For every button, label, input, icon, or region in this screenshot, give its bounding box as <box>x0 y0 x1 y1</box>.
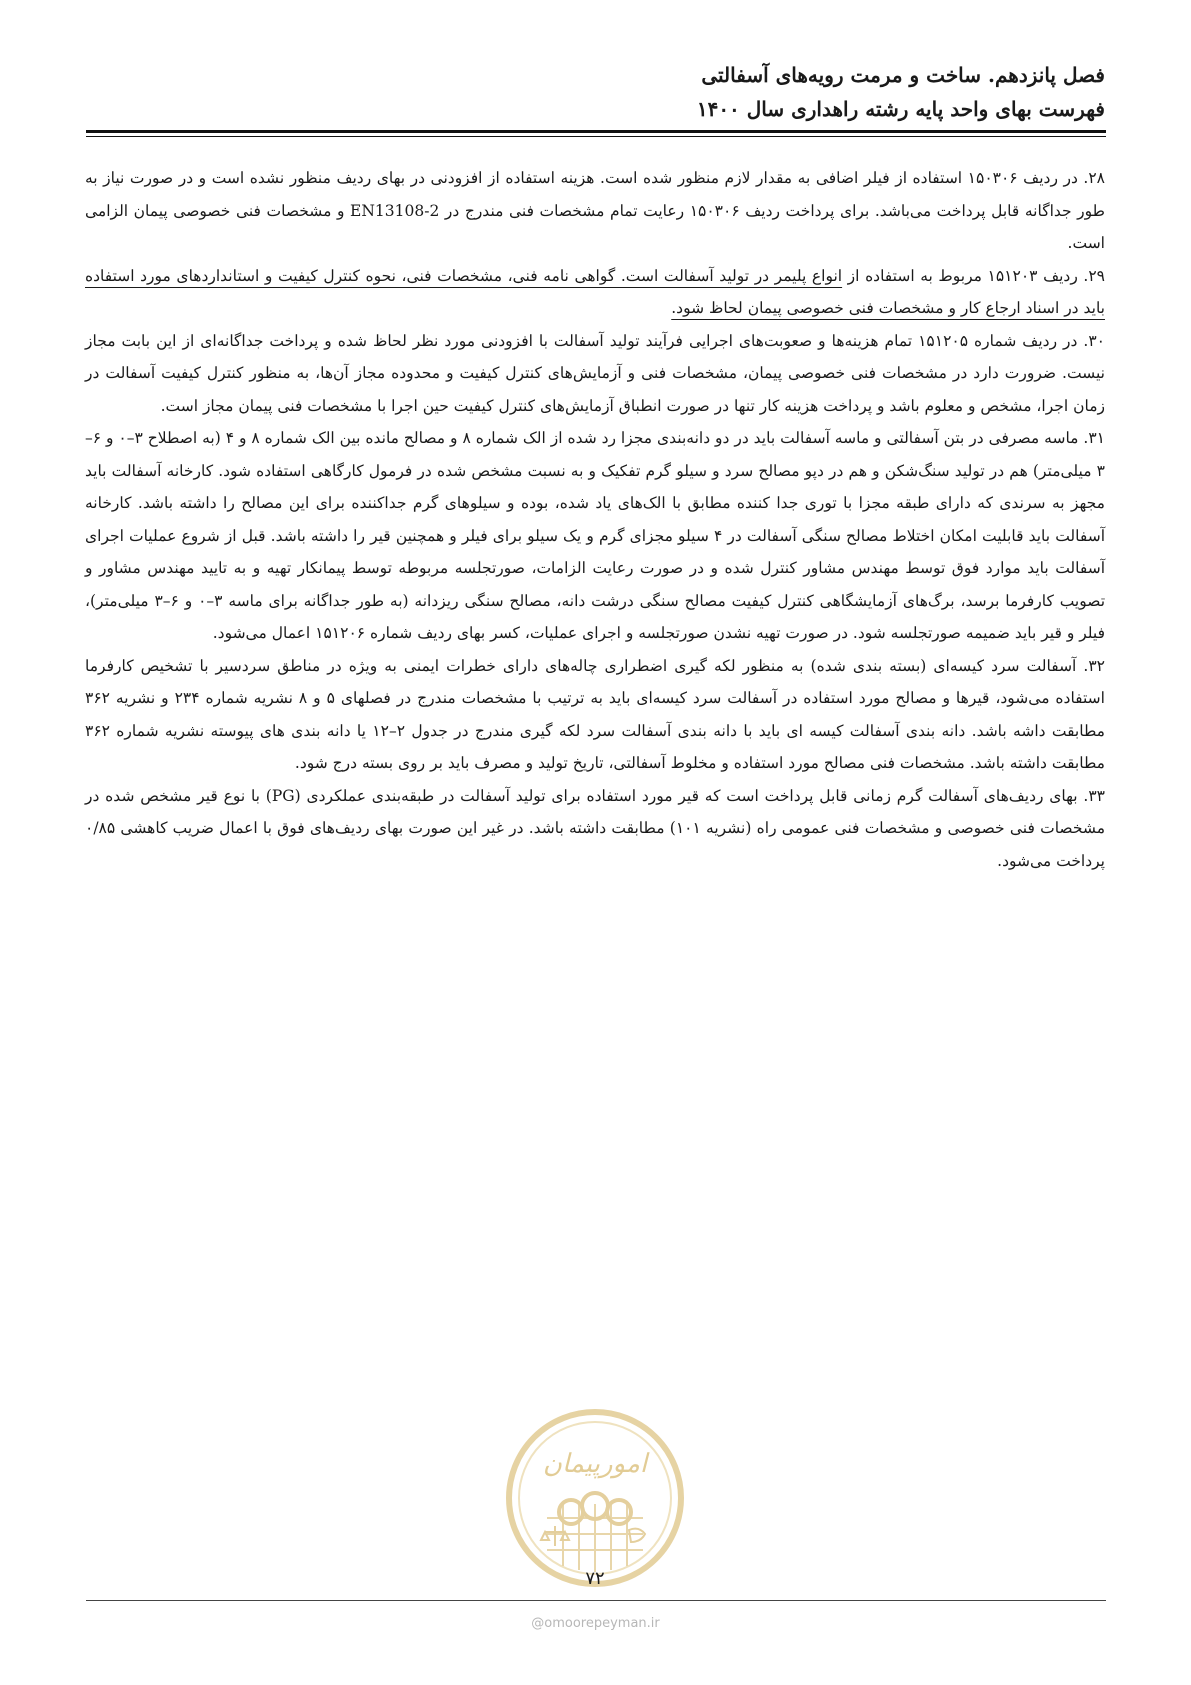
page-header <box>85 58 1105 126</box>
paragraph-29-plain: ۲۹. ردیف ۱۵۱۲۰۳ مربوط به استفاده از <box>842 266 1105 285</box>
page-number: ۷۲ <box>585 1568 605 1589</box>
main-content <box>85 162 1105 877</box>
paragraph-32: ۳۲. آسفالت سرد کیسه‌ای (بسته بندی شده) به منظور لکه گیری اضطراری چاله‌های دارای خطرات ایمنی به ویژه در مناطق سردسیر با تشخیص کارفرما استفاده می‌شود، قیرها و مصالح مورد استفاده در آسفالت سرد کیسه‌ای باید به ترتیب با مشخصات مندرج در فصلهای ۵ و ۸ نشریه شماره ۲۳۴ و نشریه ۳۶۲ مطابقت داشه باشد. دانه بندی آسفالت کیسه ای باید با دانه بندی آسفالت سرد لکه گیری مندرج در جدول ۲–۱۲ یا دانه بندی های پیوسته نشریه شماره ۳۶۲ مطابقت داشته باشد. مشخصات فنی مصالح مورد استفاده و مخلوط آسفالتی، تاریخ تولید و مصرف باید بر روی بسته درج شود. <box>85 656 1105 772</box>
footer-rule <box>86 1600 1106 1601</box>
watermark-seal-logo <box>505 1408 685 1588</box>
seal-hand-icon <box>629 1529 645 1542</box>
header-rule-thin <box>86 136 1106 137</box>
header-rule-thick <box>86 130 1106 133</box>
paragraph-29-underlined: انواع پلیمر در تولید آسفالت است. گواهی نامه فنی، مشخصات فنی، نحوه کنترل کیفیت و استانداردهای مورد استفاده باید در اسناد ارجاع کار و مشخصات فنی خصوصی پیمان لحاظ شود. <box>85 266 1105 317</box>
paragraph-28: ۲۸. در ردیف ۱۵۰۳۰۶ استفاده از فیلر اضافی به مقدار لازم منظور شده است. هزینه استفاده از افزودنی در بهای ردیف منظور نشده است و در صورت نیاز به طور جداگانه قابل پرداخت می‌باشد. برای پرداخت ردیف ۱۵۰۳۰۶ رعایت تمام مشخصات فنی مندرج در EN13108-2 و مشخصات فنی خصوصی پیمان الزامی است. <box>85 169 1105 252</box>
seal-scale-icon <box>541 1526 569 1546</box>
paragraph-30: ۳۰. در ردیف شماره ۱۵۱۲۰۵ تمام هزینه‌ها و صعوبت‌های اجرایی فرآیند تولید آسفالت با افزودنی مورد نظر لحاظ شده و پرداخت جداگانه‌ای از این بابت مجاز نیست. ضرورت دارد در مشخصات فنی خصوصی پیمان، مشخصات فنی و آزمایش‌های کنترل کیفیت و محدوده مجاز آن‌ها، به منظور کنترل کیفیت آسفالت در زمان اجرا، مشخص و معلوم باشد و پرداخت هزینه کار تنها در صورت انطباق آزمایش‌های کنترل کیفیت حین اجرا با مشخصات فنی پیمان مجاز است. <box>85 331 1105 415</box>
footer-website: @omoorepeyman.ir <box>531 1616 660 1631</box>
paragraph-31: ۳۱. ماسه مصرفی در بتن آسفالتی و ماسه آسفالت باید در دو دانه‌بندی مجزا رد شده از الک شماره ۸ و مصالح مانده بین الک شماره ۸ و ۴ (به اصطلاح ۳–۰ و ۶–۳ میلی‌متر) هم در تولید سنگ‌شکن و هم در دپو مصالح سرد و سیلو گرم تفکیک و به نسبت مشخص شده در فرمول کارگاهی استفاده شود. کارخانه آسفالت باید مجهز به سرندی که دارای طبقه مجزا با توری جدا کننده مطابق با الک‌های یاد شده، بوده و سیلوهای گرم جداکننده برای این مصالح را داشته باشد. کارخانه آسفالت باید قابلیت امکان اختلاط مصالح سنگی آسفالت در ۴ سیلو مجزای گرم و یک سیلو برای فیلر و همچنین قیر را داشته باشد. قبل از شروع عملیات اجرای آسفالت باید موارد فوق توسط مهندس مشاور کنترل شده و در صورت رعایت الزامات، صورتجلسه مربوطه توسط پیمانکار تهیه و به تایید مهندس مشاور و تصویب کارفرما برسد، برگ‌های آزمایشگاهی کنترل کیفیت مصالح سنگی درشت دانه، مصالح سنگی ریزدانه (به طور جداگانه برای ماسه ۳–۰ و ۶–۳ میلی‌متر)، فیلر و قیر باید ضمیمه صورتجلسه شود. در صورت تهیه نشدن صورتجلسه و اجرای عملیات، کسر بهای ردیف شماره ۱۵۱۲۰۶ اعمال می‌شود. <box>84 429 1106 642</box>
paragraph-29 <box>85 260 1105 325</box>
seal-lettering: امورپیمان <box>542 1449 648 1479</box>
document-subtitle: فهرست بهای واحد پایه رشته راهداری سال ۱۴۰۰ <box>696 97 1105 121</box>
paragraph-33: ۳۳. بهای ردیف‌های آسفالت گرم زمانی قابل پرداخت است که قیر مورد استفاده برای تولید آسفالت در طبقه‌بندی عملکردی (PG) با نوع قیر مشخص شده در مشخصات فنی خصوصی و مشخصات فنی عمومی راه (نشریه ۱۰۱) مطابقت داشته باشد. در غیر این صورت بهای ردیف‌های فوق با اعمال ضریب کاهشی ۰/۸۵ پرداخت می‌شود. <box>85 786 1105 870</box>
chapter-title: فصل پانزدهم. ساخت و مرمت رویه‌های آسفالتی <box>701 63 1105 87</box>
